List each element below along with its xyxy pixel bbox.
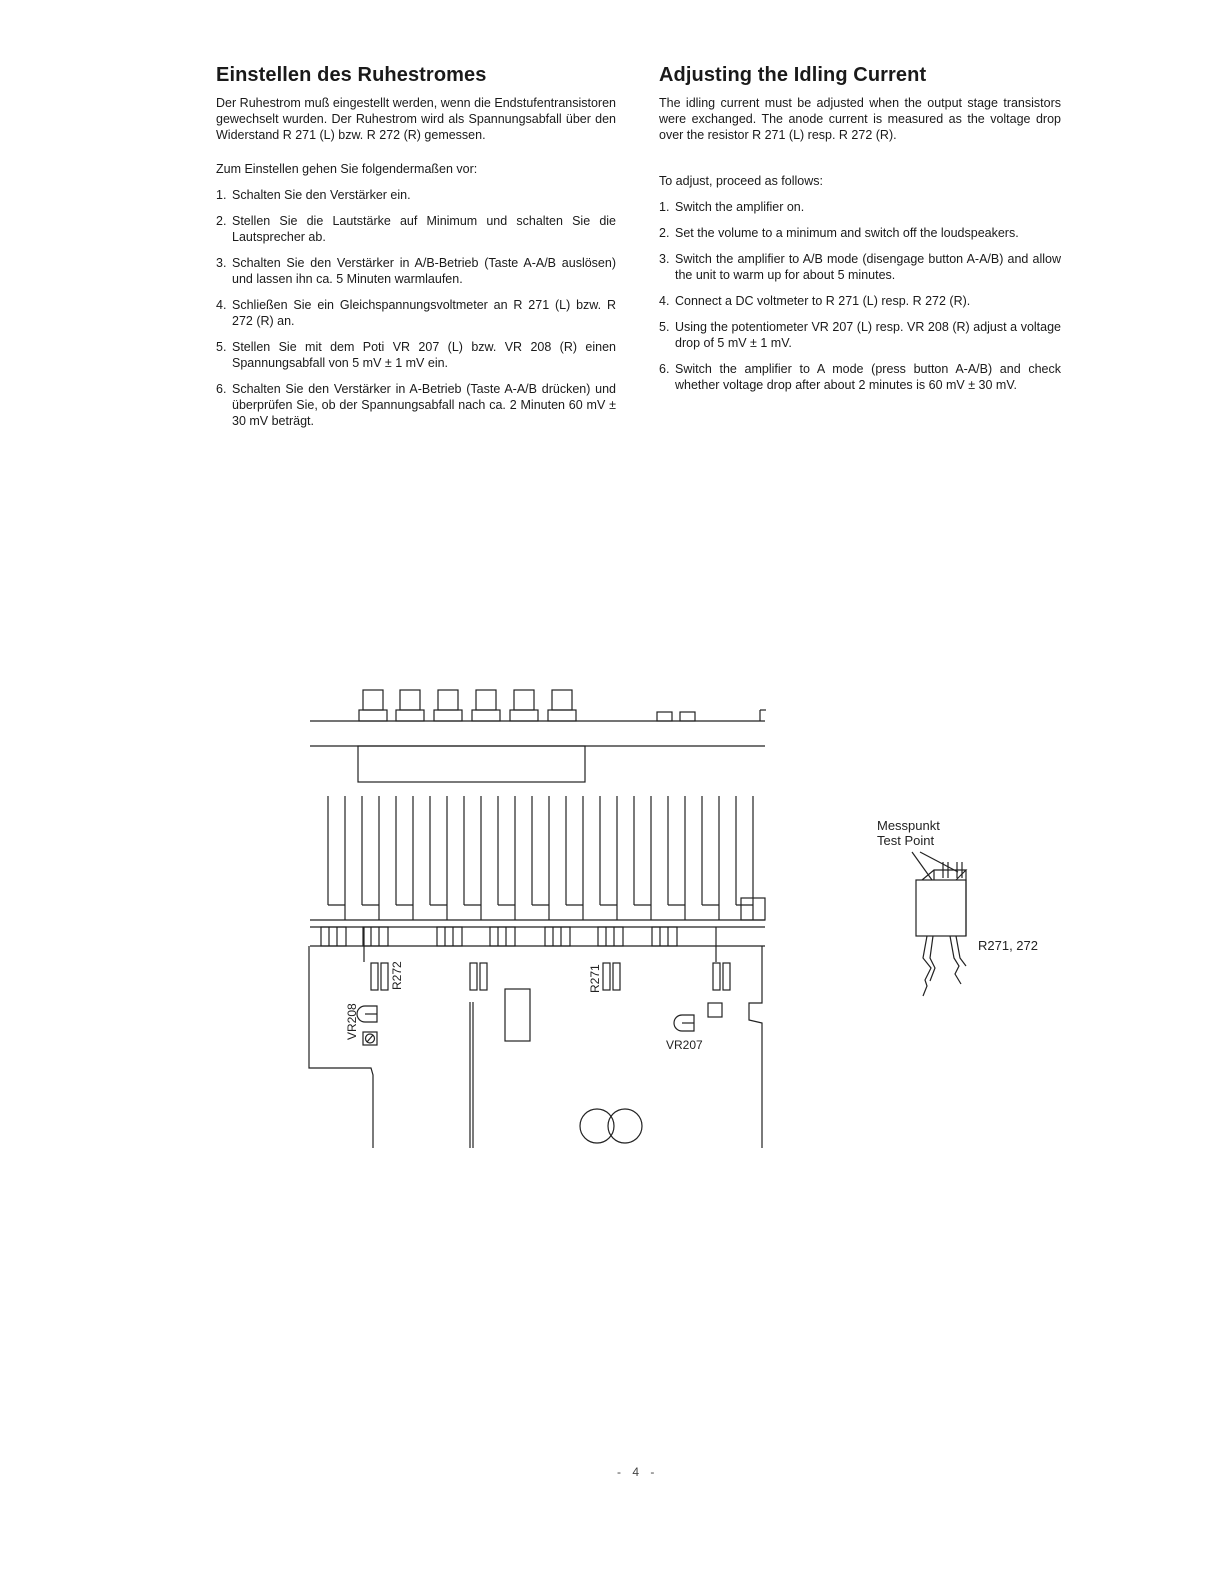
step-text: Schließen Sie ein Gleichspannungsvoltmeter an R 271 (L) bzw. R 272 (R) an. [232, 298, 616, 328]
step-number: 4. [216, 298, 227, 312]
heatsink-fins [328, 796, 753, 920]
step-text: Switch the amplifier to A mode (press button A-A/B) and check whether voltage drop after about 2 minutes is 60 mV ± 30 mV. [675, 362, 1061, 392]
potentiometer-vr207 [674, 1003, 722, 1031]
step-number: 6. [659, 362, 670, 376]
resistor-r271 [603, 963, 620, 990]
page-number: - 4 - [617, 1465, 659, 1479]
step-number: 4. [659, 294, 670, 308]
knob [510, 690, 538, 721]
step-text: Stellen Sie die Lautstärke auf Minimum und schalten Sie die Lautsprecher ab. [232, 214, 616, 244]
step-text: Connect a DC voltmeter to R 271 (L) resp. R 272 (R). [675, 294, 971, 308]
step-text: Using the potentiometer VR 207 (L) resp. VR 208 (R) adjust a voltage drop of 5 mV ± 1 mV. [675, 320, 1061, 350]
control-knobs [359, 690, 576, 721]
step-number: 3. [659, 252, 670, 266]
label-r271-272: R271, 272 [978, 938, 1038, 953]
step-number: 1. [659, 200, 670, 214]
step-text: Set the volume to a minimum and switch off the loudspeakers. [675, 226, 1019, 240]
label-messpunkt: Messpunkt [877, 818, 940, 833]
knob [396, 690, 424, 721]
knob [472, 690, 500, 721]
step-text: Schalten Sie den Verstärker in A-Betrieb (Taste A-A/B drücken) und überprüfen Sie, ob der Spannungsabfall nach ca. 2 Minuten 60 mV ± 30 mV beträgt. [232, 382, 616, 428]
step-number: 2. [659, 226, 670, 240]
step-text: Switch the amplifier on. [675, 200, 805, 214]
german-heading: Einstellen des Ruhestromes [216, 64, 487, 86]
component-pair-right [713, 963, 730, 990]
output-transistor [652, 927, 677, 946]
english-heading: Adjusting the Idling Current [659, 64, 927, 86]
chassis-rail [310, 746, 765, 782]
step-number: 2. [216, 214, 227, 228]
step-number: 5. [659, 320, 670, 334]
output-transistor [437, 927, 462, 946]
knob [434, 690, 462, 721]
step-text: Stellen Sie mit dem Poti VR 207 (L) bzw. VR 208 (R) einen Spannungsabfall von 5 mV ± 1 mV ein. [232, 340, 616, 370]
step-number: 6. [216, 382, 227, 396]
output-transistor [545, 927, 570, 946]
output-transistor [321, 927, 346, 946]
label-r271: R271 [588, 964, 602, 993]
step-text: Schalten Sie den Verstärker ein. [232, 188, 411, 202]
potentiometer-vr208 [357, 1006, 377, 1045]
step-number: 3. [216, 256, 227, 270]
step-text: Schalten Sie den Verstärker in A/B-Betrieb (Taste A-A/B auslösen) und lassen ihn ca. 5 Minuten warmlaufen. [232, 256, 616, 286]
step-text: Switch the amplifier to A/B mode (disengage button A-A/B) and allow the unit to warm up for about 5 minutes. [675, 252, 1061, 282]
step-number: 1. [216, 188, 227, 202]
label-vr207: VR207 [666, 1038, 703, 1052]
english-lead: To adjust, proceed as follows: [659, 174, 823, 188]
step-number: 5. [216, 340, 227, 354]
test-point-detail [877, 818, 1038, 996]
resistor-r272 [371, 963, 388, 990]
output-transistor [490, 927, 515, 946]
component-pair-center [470, 963, 487, 990]
label-vr208: VR208 [345, 1003, 359, 1040]
label-testpoint: Test Point [877, 833, 935, 848]
knob [548, 690, 576, 721]
small-terminals [657, 712, 695, 721]
output-transistor [363, 927, 388, 946]
heatsink-base [310, 898, 765, 962]
knob [359, 690, 387, 721]
label-r272: R272 [390, 961, 404, 990]
english-intro: The idling current must be adjusted when the output stage transistors were exchanged. The anode current is measured as the voltage drop over the resistor R 271 (L) resp. R 272 (R). [659, 96, 1061, 142]
german-lead: Zum Einstellen gehen Sie folgendermaßen vor: [216, 162, 478, 176]
output-transistor [598, 927, 623, 946]
german-intro: Der Ruhestrom muß eingestellt werden, wenn die Endstufentransistoren gewechselt wurden. Der Ruhestrom wird als Spannungsabfall über den Widerstand R 271 (L) bzw. R 272 (R) gemessen. [216, 96, 616, 142]
